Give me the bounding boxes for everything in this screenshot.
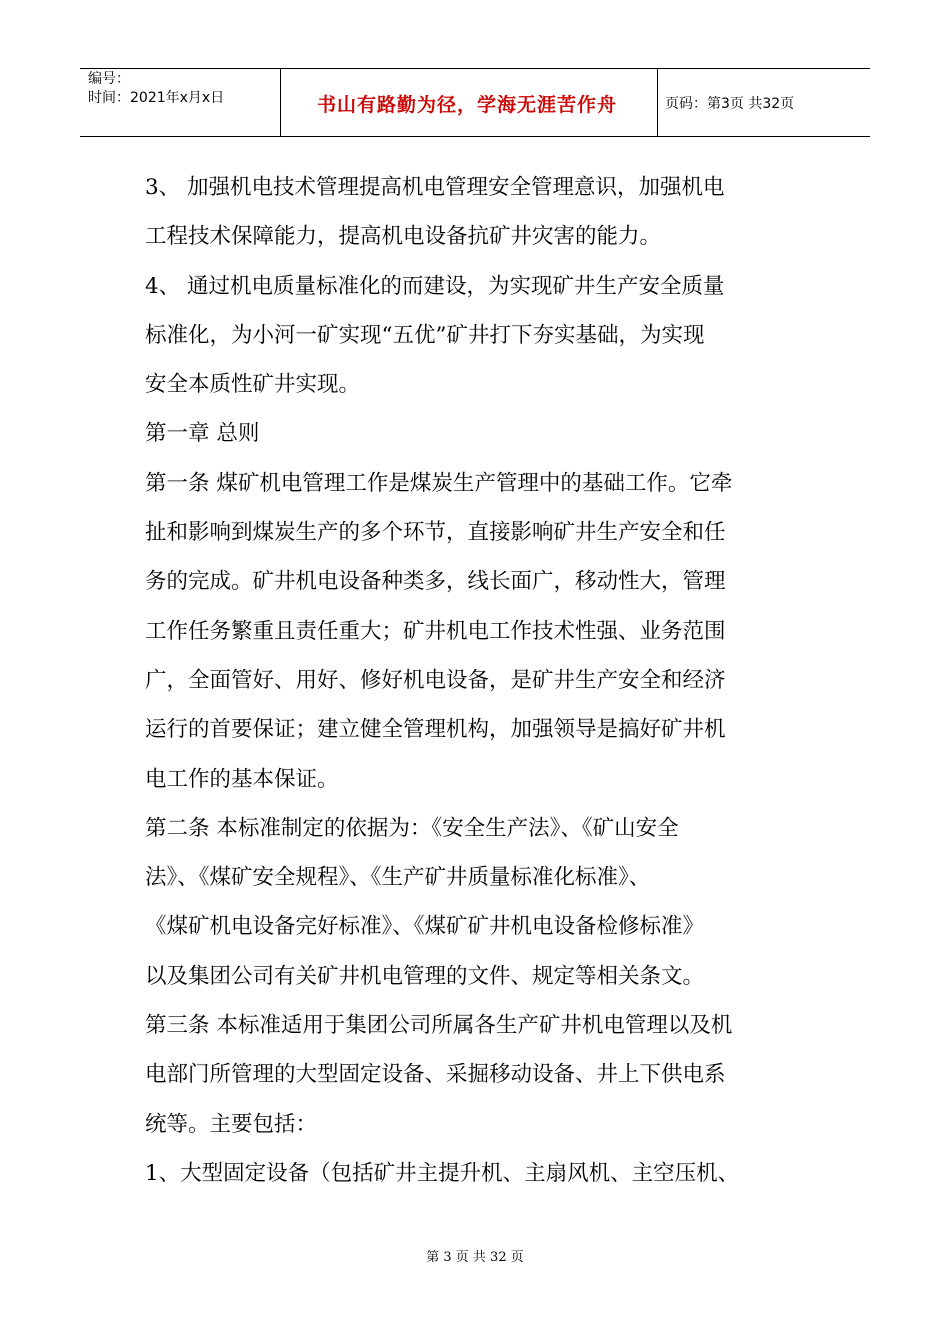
body-line: 第二条 本标准制定的依据为：《安全生产法》、《矿山安全 <box>145 815 679 841</box>
body-line: 工作任务繁重且责任重大；矿井机电工作技术性强、业务范围 <box>145 618 726 644</box>
header-meta <box>88 70 224 108</box>
body-line: 运行的首要保证；建立健全管理机构，加强领导是搞好矿井机 <box>145 717 726 743</box>
header-motto: 书山有路勤为径，学海无涯苦作舟 <box>316 94 617 116</box>
document-number: 编号： <box>88 71 130 87</box>
body-line: 广，全面管好、用好、修好机电设备，是矿井生产安全和经济 <box>145 667 726 693</box>
body-line: 扯和影响到煤炭生产的多个环节，直接影响矿井生产安全和任 <box>145 520 726 546</box>
body-line: 第三条 本标准适用于集团公司所属各生产矿井机电管理以及机 <box>145 1013 733 1039</box>
header-divider-left <box>280 68 281 136</box>
body-line: 以及集团公司有关矿井机电管理的文件、规定等相关条文。 <box>145 963 705 989</box>
header-top-border <box>80 68 870 69</box>
header-divider-right <box>657 68 658 136</box>
header-bottom-border <box>80 136 870 137</box>
header-page-info: 页码：第3页 共32页 <box>665 96 795 112</box>
body-line: 标准化，为小河一矿实现“五优”矿井打下夯实基础，为实现 <box>145 322 705 348</box>
body-line: 安全本质性矿井实现。 <box>145 372 361 398</box>
page-footer: 第 3 页 共 32 页 <box>426 1250 524 1265</box>
body-line: 1、大型固定设备（包括矿井主提升机、主扇风机、主空压机、 <box>145 1160 740 1186</box>
body-line: 工程技术保障能力，提高机电设备抗矿井灾害的能力。 <box>145 224 662 250</box>
body-line: 法》、《煤矿安全规程》、《生产矿井质量标准化标准》、 <box>145 865 651 891</box>
body-line: 《煤矿机电设备完好标准》、《煤矿矿井机电设备检修标准》 <box>145 914 705 940</box>
document-body <box>145 163 810 1198</box>
chapter-heading: 第一章 总则 <box>145 421 260 447</box>
body-line: 电工作的基本保证。 <box>145 766 339 792</box>
body-line: 3、 加强机电技术管理提高机电管理安全管理意识，加强机电 <box>145 175 725 200</box>
body-line: 第一条 煤矿机电管理工作是煤炭生产管理中的基础工作。它牵 <box>145 470 733 496</box>
body-line: 电部门所管理的大型固定设备、采掘移动设备、井上下供电系 <box>145 1062 726 1088</box>
body-line: 统等。主要包括： <box>145 1111 318 1137</box>
body-line: 4、 通过机电质量标准化的而建设，为实现矿井生产安全质量 <box>145 273 725 299</box>
body-line: 务的完成。矿井机电设备种类多，线长面广，移动性大，管理 <box>145 569 726 595</box>
document-time: 时间：2021年x月x日 <box>88 90 225 106</box>
